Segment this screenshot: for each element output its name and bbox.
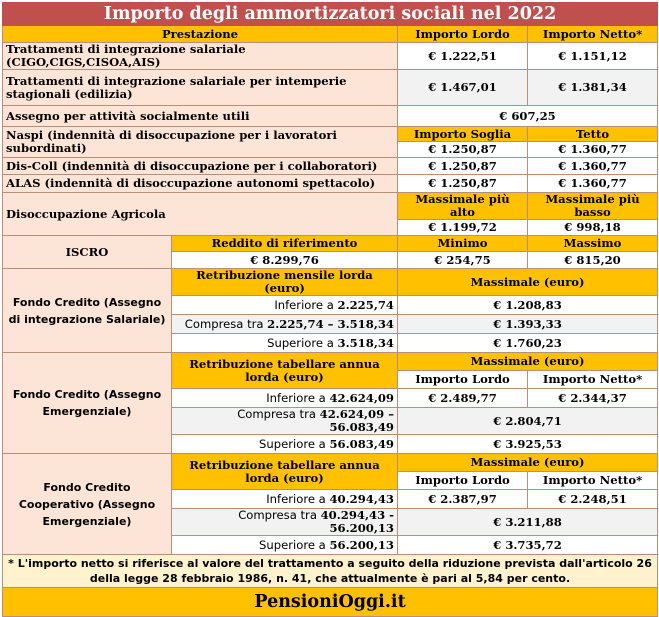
footnote-row [3, 555, 658, 588]
agricola-header-basso: Massimale più basso [528, 193, 658, 220]
naspi-tetto: € 1.360,77 [528, 142, 658, 158]
alas-tetto: € 1.360,77 [528, 175, 658, 193]
row-label-discoll: Dis-Coll (indennità di disoccupazione per i collaboratori) [3, 158, 398, 175]
discoll-soglia: € 1.250,87 [398, 158, 528, 175]
naspi-soglia: € 1.250,87 [398, 142, 528, 158]
page-title: Importo degli ammortizzatori sociali nel 2022 [3, 3, 658, 26]
asu-value: € 607,25 [398, 106, 658, 127]
table-row [3, 236, 658, 252]
fondo3-netto-1: € 2.248,51 [528, 490, 658, 509]
fondo1-header-massimale: Massimale (euro) [398, 269, 658, 296]
header-netto: Importo Netto* [528, 26, 658, 43]
alas-soglia: € 1.250,87 [398, 175, 528, 193]
fondo2-range-3: Superiore a 56.083,49 [172, 435, 398, 454]
table-row [3, 127, 658, 142]
iscro-reddito: € 8.299,76 [172, 252, 398, 269]
table-row [3, 158, 658, 175]
fondo3-value-3: € 3.735,72 [398, 536, 658, 555]
iscro-minimo: € 254,75 [398, 252, 528, 269]
fondo1-range-3: Superiore a 3.518,34 [172, 334, 398, 353]
iscro-header-massimo: Massimo [528, 236, 658, 252]
row-label-edilizia: Trattamenti di integrazione salariale per intemperie stagionali (edilizia) [3, 70, 398, 106]
fondo1-range-2: Compresa tra 2.225,74 – 3.518,34 [172, 315, 398, 334]
fondo2-label: Fondo Credito (Assegno Emergenziale) [3, 353, 172, 454]
naspi-header-tetto: Tetto [528, 127, 658, 142]
fondo2-sub-netto: Importo Netto* [528, 371, 658, 389]
row-label-iscro: ISCRO [3, 236, 172, 269]
fondo2-lordo-1: € 2.489,77 [398, 389, 528, 408]
fondo3-lordo-1: € 2.387,97 [398, 490, 528, 509]
discoll-tetto: € 1.360,77 [528, 158, 658, 175]
fondo2-header-massimale: Massimale (euro) [398, 353, 658, 371]
row-label-asu: Assegno per attività socialmente utili [3, 106, 398, 127]
table-row [3, 353, 658, 371]
fondo2-header-retribuzione: Retribuzione tabellare annua lorda (euro) [172, 353, 398, 389]
edilizia-lordo: € 1.467,01 [398, 70, 528, 106]
row-label-alas: ALAS (indennità di disoccupazione autonomi spettacolo) [3, 175, 398, 193]
naspi-header-soglia: Importo Soglia [398, 127, 528, 142]
fondo3-header-retribuzione: Retribuzione tabellare annua lorda (euro) [172, 454, 398, 490]
agricola-basso: € 998,18 [528, 220, 658, 236]
edilizia-netto: € 1.381,34 [528, 70, 658, 106]
fondo1-value-2: € 1.393,33 [398, 315, 658, 334]
fondo3-range-3: Superiore a 56.200,13 [172, 536, 398, 555]
fondo3-range-1: Inferiore a 40.294,43 [172, 490, 398, 509]
fondo3-value-2: € 3.211,88 [398, 509, 658, 536]
title-row [3, 3, 658, 26]
ammortizzatori-table [2, 2, 658, 617]
fondo2-value-3: € 3.925,53 [398, 435, 658, 454]
brand-name: PensioniOggi.it [3, 588, 658, 617]
cigo-lordo: € 1.222,51 [398, 43, 528, 70]
fondo3-sub-lordo: Importo Lordo [398, 472, 528, 490]
iscro-header-minimo: Minimo [398, 236, 528, 252]
fondo2-sub-lordo: Importo Lordo [398, 371, 528, 389]
fondo2-range-1: Inferiore a 42.624,09 [172, 389, 398, 408]
table-row [3, 454, 658, 472]
fondo3-range-2: Compresa tra 40.294,43 - 56.200,13 [172, 509, 398, 536]
table-row [3, 193, 658, 220]
row-label-naspi: Naspi (indennità di disoccupazione per i lavoratori subordinati) [3, 127, 398, 158]
row-label-cigo: Trattamenti di integrazione salariale (CIGO,CIGS,CISOA,AIS) [3, 43, 398, 70]
ammortizzatori-table-container [2, 2, 657, 617]
fondo1-value-3: € 1.760,23 [398, 334, 658, 353]
fondo1-value-1: € 1.208,83 [398, 296, 658, 315]
fondo2-range-2: Compresa tra 42.624,09 – 56.083,49 [172, 408, 398, 435]
table-row [3, 70, 658, 106]
header-lordo: Importo Lordo [398, 26, 528, 43]
footnote: * L'importo netto si riferisce al valore del trattamento a seguito della riduzione prevista dall'articolo 26 della legge 28 febbraio 1986, n. 41, che attualmente è pari al 5,84 per cento. [3, 555, 658, 588]
brand-row [3, 588, 658, 617]
table-row [3, 269, 658, 296]
agricola-header-alto: Massimale più alto [398, 193, 528, 220]
fondo1-label: Fondo Credito (Assegno di integrazione Salariale) [3, 269, 172, 353]
table-row [3, 175, 658, 193]
iscro-massimo: € 815,20 [528, 252, 658, 269]
fondo3-label: Fondo Credito Cooperativo (Assegno Emergenziale) [3, 454, 172, 555]
agricola-alto: € 1.199,72 [398, 220, 528, 236]
cigo-netto: € 1.151,12 [528, 43, 658, 70]
fondo3-header-massimale: Massimale (euro) [398, 454, 658, 472]
row-label-agricola: Disoccupazione Agricola [3, 193, 398, 236]
fondo2-value-2: € 2.804,71 [398, 408, 658, 435]
fondo3-sub-netto: Importo Netto* [528, 472, 658, 490]
iscro-header-reddito: Reddito di riferimento [172, 236, 398, 252]
table-row [3, 106, 658, 127]
table-row [3, 43, 658, 70]
fondo2-netto-1: € 2.344,37 [528, 389, 658, 408]
header-prestazione: Prestazione [3, 26, 398, 43]
header-row [3, 26, 658, 43]
fondo1-range-1: Inferiore a 2.225,74 [172, 296, 398, 315]
fondo1-header-retribuzione: Retribuzione mensile lorda (euro) [172, 269, 398, 296]
